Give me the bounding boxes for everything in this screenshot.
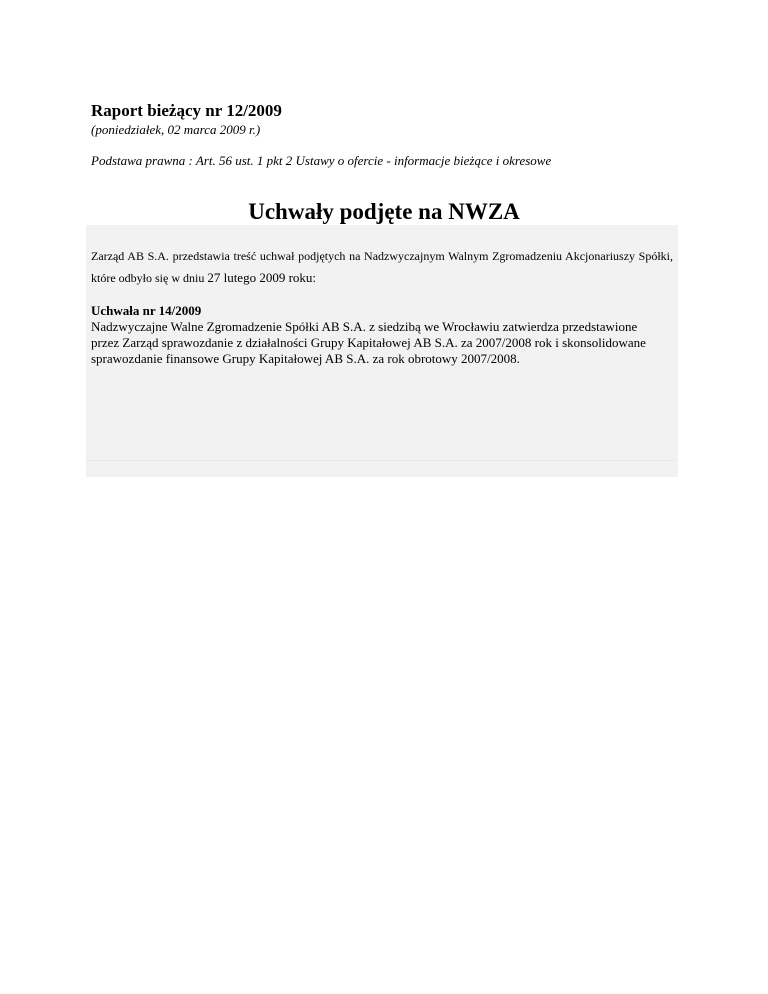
content-panel <box>86 225 678 477</box>
resolution-body: Nadzwyczajne Walne Zgromadzenie Spółki AB S.A. z siedzibą we Wrocławiu zatwierdza przedstawione przez Zarząd sprawozdanie z działalności Grupy Kapitałowej AB S.A. za 2007/2008 rok i skonsolidowane sprawozdanie finansowe Grupy Kapitałowej AB S.A. za rok obrotowy 2007/2008. <box>91 319 646 366</box>
meeting-date-text: 27 lutego 2009 roku: <box>207 270 317 285</box>
legal-basis: Podstawa prawna : Art. 56 ust. 1 pkt 2 Ustawy o ofercie - informacje bieżące i okresowe <box>91 153 552 168</box>
intro-text-part: Zarząd AB S.A. przedstawia treść uchwał podjętych na Nadzwyczajnym Walnym Zgromadzeniu Akcjonariuszy Spółki, które odbyło się w dniu <box>91 249 673 285</box>
resolution-title: Uchwała nr 14/2009 <box>91 303 202 318</box>
panel-bottom-divider <box>86 460 678 477</box>
report-title: Raport bieżący nr 12/2009 <box>91 101 282 120</box>
page-title: Uchwały podjęte na NWZA <box>248 199 520 224</box>
resolution-section <box>91 303 673 367</box>
report-header <box>91 101 282 138</box>
intro-paragraph <box>91 246 673 289</box>
report-date: (poniedziałek, 02 marca 2009 r.) <box>91 122 261 137</box>
